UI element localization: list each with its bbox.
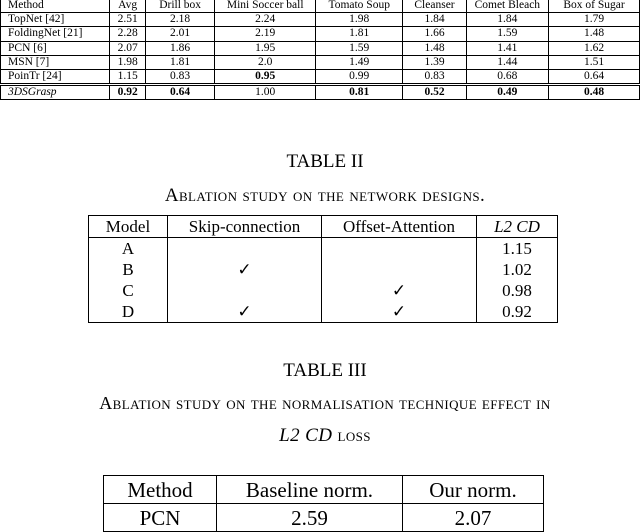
table-cell: C — [89, 280, 168, 301]
table-cell: 1.00 — [215, 85, 316, 100]
column-header-mini-soccer-ball: Mini Soccer ball — [215, 0, 316, 13]
column-header-drill-box: Drill box — [145, 0, 214, 13]
table-cell: D — [89, 301, 168, 323]
table-cell: 1.86 — [145, 41, 214, 55]
table-cell: 2.0 — [215, 55, 316, 69]
table-cell: 1.48 — [403, 41, 466, 55]
table-cell: ✓ — [322, 280, 477, 301]
table-cell — [322, 259, 477, 280]
table-row — [89, 238, 558, 260]
table-cell: 1.98 — [110, 55, 146, 69]
table-cell — [322, 238, 477, 260]
column-header-baseline-norm: Baseline norm. — [217, 476, 403, 504]
table-cell: 0.98 — [477, 280, 558, 301]
table-cell: 1.81 — [316, 27, 403, 41]
table-cell: 1.95 — [215, 41, 316, 55]
ablation-normalisation-table — [103, 475, 544, 532]
table-cell: MSN [7] — [1, 55, 110, 69]
results-table — [0, 0, 640, 100]
table-cell: 1.59 — [316, 41, 403, 55]
table-row — [89, 259, 558, 280]
table-row — [1, 69, 640, 84]
column-header-box-of-sugar: Box of Sugar — [549, 0, 640, 13]
table-cell: 1.02 — [477, 259, 558, 280]
table2-caption: Ablation study on the network designs. — [164, 185, 486, 206]
table-cell: 1.39 — [403, 55, 466, 69]
table-row — [1, 27, 640, 41]
column-header-comet-bleach: Comet Bleach — [466, 0, 548, 13]
table-cell: 2.07 — [403, 504, 544, 532]
table-cell — [168, 238, 322, 260]
table-cell: 1.59 — [466, 27, 548, 41]
table-cell: 0.83 — [403, 69, 466, 84]
table-cell: 1.48 — [549, 27, 640, 41]
table-row — [104, 504, 544, 532]
column-header-tomato-soup: Tomato Soup — [316, 0, 403, 13]
table-cell: 1.79 — [549, 13, 640, 27]
table-cell: B — [89, 259, 168, 280]
table-cell: 0.95 — [215, 69, 316, 84]
table-cell: 2.24 — [215, 13, 316, 27]
ablation-network-table — [88, 215, 558, 323]
table-cell: 2.18 — [145, 13, 214, 27]
table-cell: ✓ — [322, 301, 477, 323]
table-cell: 1.51 — [549, 55, 640, 69]
table-cell: 1.98 — [316, 13, 403, 27]
table-header-row — [89, 216, 558, 238]
table-cell: ✓ — [168, 259, 322, 280]
table-row — [1, 41, 640, 55]
table-cell: 0.49 — [466, 85, 548, 100]
table-row — [1, 13, 640, 27]
table-header-row — [1, 0, 640, 13]
table-cell: 0.64 — [145, 85, 214, 100]
table-cell: FoldingNet [21] — [1, 27, 110, 41]
table-cell: 0.92 — [477, 301, 558, 323]
table-row — [1, 55, 640, 69]
table-cell: 2.51 — [110, 13, 146, 27]
table-cell: 2.01 — [145, 27, 214, 41]
column-header-offset-attention: Offset-Attention — [322, 216, 477, 238]
table-cell: 1.44 — [466, 55, 548, 69]
table-header-row — [104, 476, 544, 504]
table3-caption-line1: Ablation study on the normalisation technique effect in — [99, 393, 551, 413]
table-cell: 1.49 — [316, 55, 403, 69]
table3-title: TABLE III — [283, 360, 367, 381]
table-row — [89, 280, 558, 301]
table-cell: 1.15 — [477, 238, 558, 260]
column-header-skip-connection: Skip-connection — [168, 216, 322, 238]
table2-title: TABLE II — [286, 151, 364, 172]
table3-caption-line2 — [0, 425, 640, 447]
table-cell: PoinTr [24] — [1, 69, 110, 84]
table-cell: 1.84 — [403, 13, 466, 27]
table-cell: 0.92 — [110, 85, 146, 100]
table-cell: 1.15 — [110, 69, 146, 84]
table-cell: 0.99 — [316, 69, 403, 84]
table3-caption-math: L2 CD — [279, 425, 333, 446]
table-cell: 3DSGrasp — [1, 85, 110, 100]
table-cell — [168, 280, 322, 301]
column-header-avg: Avg — [110, 0, 146, 13]
column-header-cleanser: Cleanser — [403, 0, 466, 13]
table-cell: A — [89, 238, 168, 260]
column-header-our-norm: Our norm. — [403, 476, 544, 504]
table-cell: 0.48 — [549, 85, 640, 100]
table-cell: 1.62 — [549, 41, 640, 55]
table-cell: 2.59 — [217, 504, 403, 532]
column-header-method: Method — [104, 476, 217, 504]
table-row — [89, 301, 558, 323]
table-cell: 1.84 — [466, 13, 548, 27]
table-cell: 2.19 — [215, 27, 316, 41]
table-row — [1, 85, 640, 100]
table-cell: PCN [6] — [1, 41, 110, 55]
table-cell: ✓ — [168, 301, 322, 323]
column-header-model: Model — [89, 216, 168, 238]
table-cell: 2.28 — [110, 27, 146, 41]
table-cell: 2.07 — [110, 41, 146, 55]
table-cell: 0.81 — [316, 85, 403, 100]
table-cell: 1.41 — [466, 41, 548, 55]
table-cell: 0.68 — [466, 69, 548, 84]
table-cell: PCN — [104, 504, 217, 532]
column-header-method: Method — [1, 0, 110, 13]
table3-caption-tail: loss — [332, 425, 371, 446]
table-cell: 0.52 — [403, 85, 466, 100]
table-cell: 0.64 — [549, 69, 640, 84]
table-cell: 1.66 — [403, 27, 466, 41]
table-cell: 1.81 — [145, 55, 214, 69]
table-cell: 0.83 — [145, 69, 214, 84]
table-cell: TopNet [42] — [1, 13, 110, 27]
column-header-l2-cd: L2 CD — [477, 216, 558, 238]
